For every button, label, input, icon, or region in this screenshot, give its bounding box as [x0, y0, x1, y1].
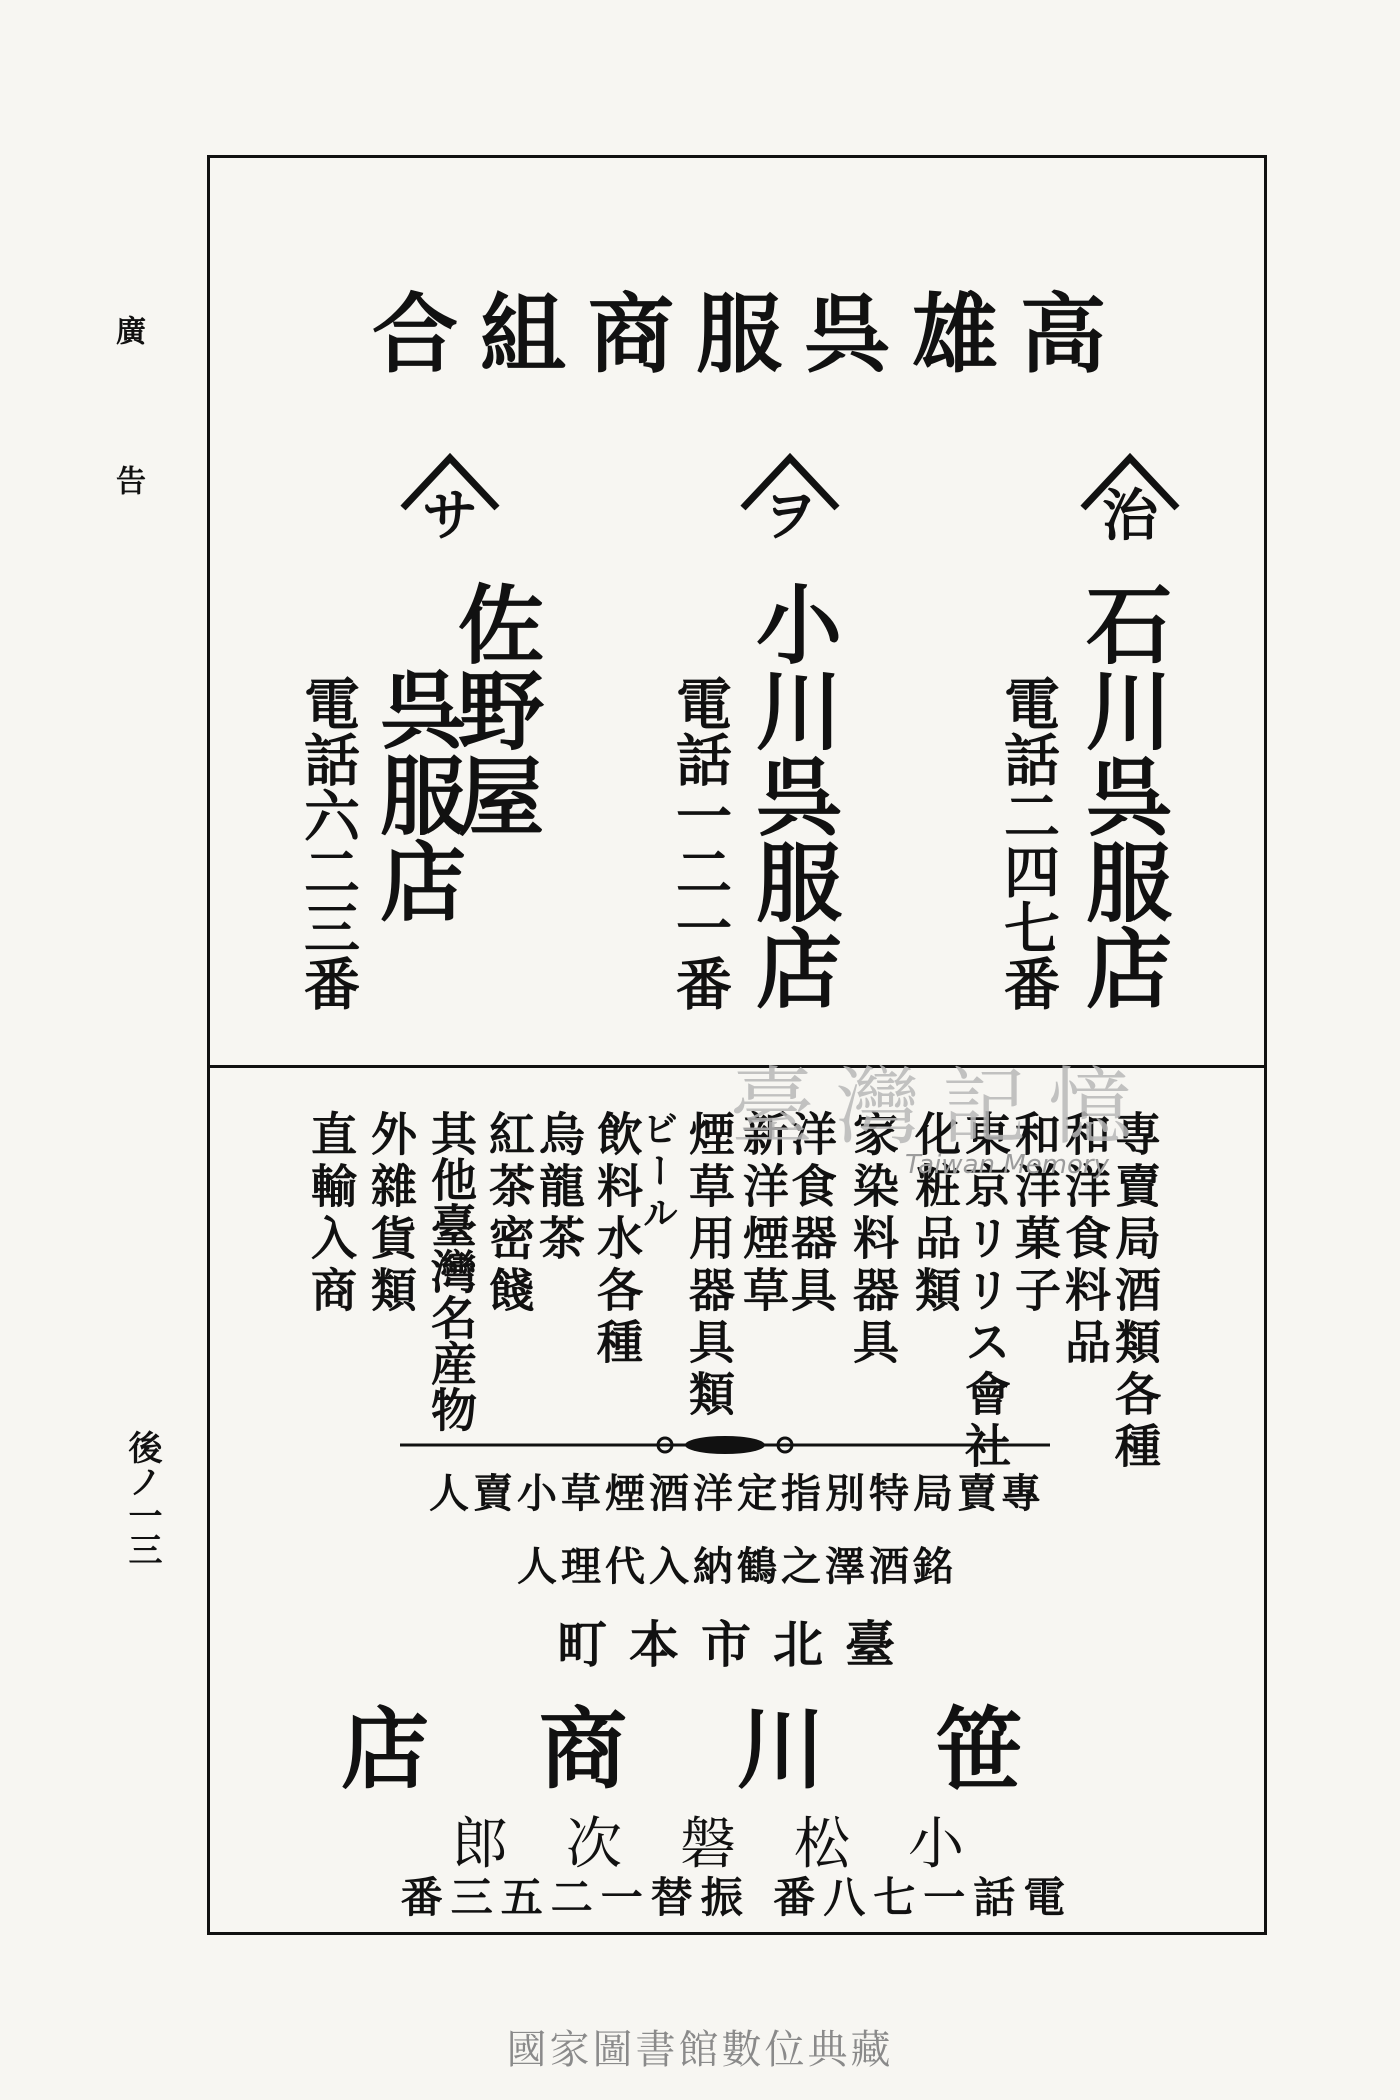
- product-item: 和洋菓子: [1008, 1110, 1062, 1318]
- crest-mark-1: [1075, 450, 1185, 560]
- product-item: 紅茶密餞: [482, 1110, 536, 1318]
- store-phone: 電話六二三番: [295, 675, 361, 1011]
- product-item: 家染料器具: [846, 1110, 900, 1370]
- special-designation-line: 專賣局特別指定洋酒煙草小賣人: [429, 1470, 1045, 1517]
- store-name: 小川呉服店: [741, 580, 842, 1010]
- phone-transfer-line: 電話一七八番 振替一二五三番: [400, 1873, 1074, 1922]
- crest-mark-3: [395, 450, 505, 560]
- ornament-divider-icon: [400, 1430, 1050, 1460]
- store-phone: 電話二四七番: [995, 675, 1061, 1011]
- agent-line: 銘酒澤之鶴納入代理人: [517, 1543, 957, 1590]
- crest-char: サ: [422, 483, 478, 549]
- association-title: 高雄呉服商組合: [372, 284, 1128, 385]
- store-name-line2: 呉服店: [365, 665, 466, 923]
- crest-mark-2: [735, 450, 845, 560]
- product-item: 外雜貨類: [364, 1110, 418, 1318]
- product-item: 其他臺灣名産物: [424, 1110, 478, 1432]
- crest-char: ヲ: [762, 483, 818, 549]
- product-item: 飲料水各種: [590, 1110, 644, 1370]
- store-name-line1: 佐野屋: [443, 580, 544, 838]
- store-name: 石川呉服店: [1071, 580, 1172, 1010]
- address-line: 臺北市本町: [557, 1615, 917, 1674]
- product-item: 新洋煙草: [736, 1110, 790, 1318]
- product-item: 東京リリス會社: [958, 1110, 1012, 1474]
- product-item: 煙草用器具類: [682, 1110, 736, 1422]
- product-item: 烏龍茶: [532, 1110, 586, 1266]
- margin-label-ad: 廣告: [110, 315, 145, 615]
- page-number-label: 後ノ一三: [122, 1430, 162, 1566]
- product-item: 直輸入商: [304, 1110, 358, 1318]
- product-item: 洋食器具: [784, 1110, 838, 1318]
- store-phone: 電話一二一番: [667, 675, 733, 1011]
- archive-footer: 國家圖書館數位典藏: [506, 2027, 894, 2073]
- owner-name: 小松磐次郎: [452, 1812, 1022, 1877]
- product-item: 和洋食料品: [1058, 1110, 1112, 1370]
- watermark-logo-en: Taiwan Memory: [905, 1150, 1109, 1180]
- product-item: 専賣局酒類各種: [1108, 1110, 1162, 1474]
- company-name: 笹川商店: [340, 1697, 1133, 1801]
- watermark-logo: 臺灣記憶: [730, 1058, 1155, 1156]
- product-item: ビール: [637, 1110, 679, 1236]
- crest-char: 治: [1102, 483, 1158, 549]
- product-item: 化粧品類: [908, 1110, 962, 1318]
